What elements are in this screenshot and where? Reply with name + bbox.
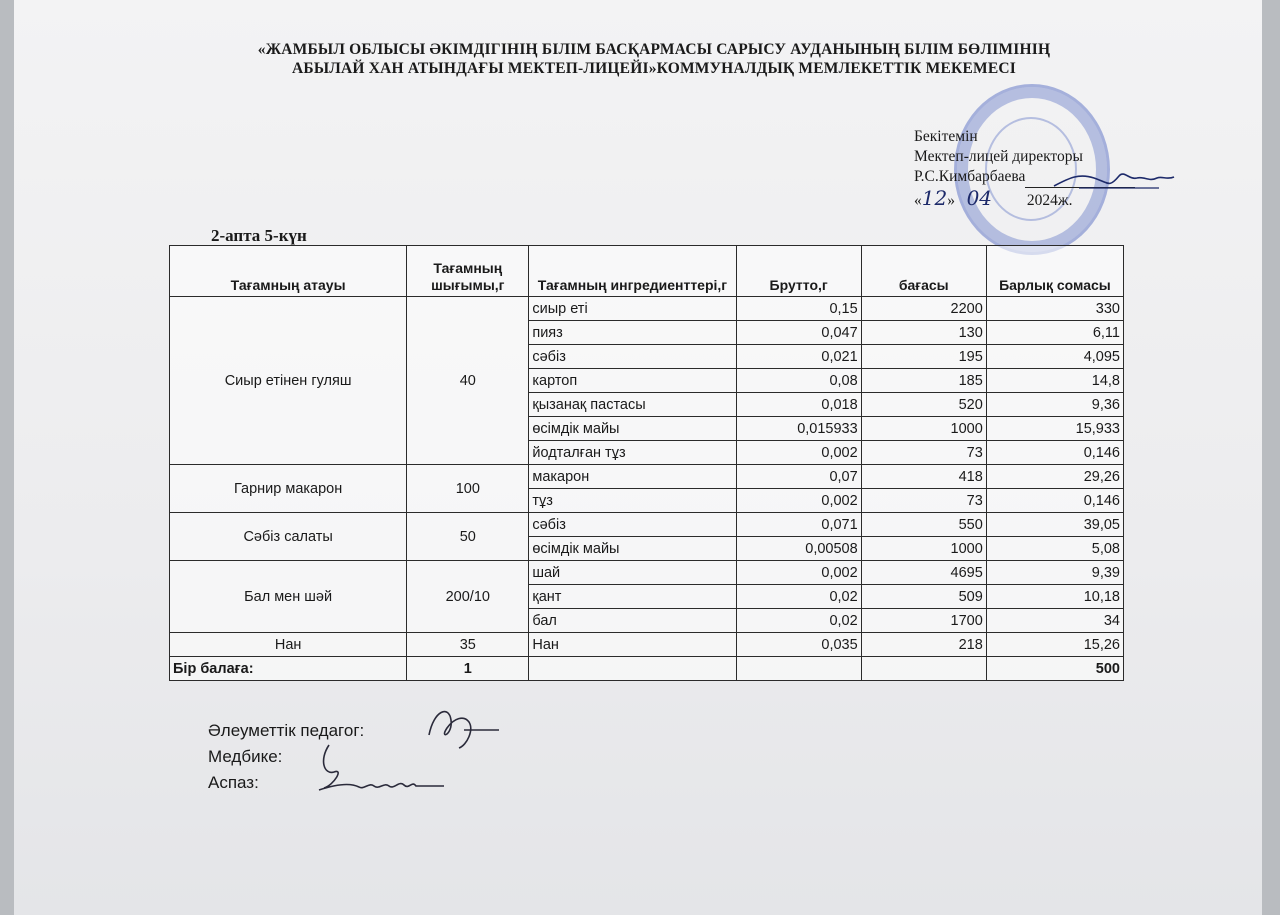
footer-yield: 1	[407, 657, 529, 681]
ingredient-total: 0,146	[986, 489, 1123, 513]
week-day-title: 2-апта 5-күн	[211, 226, 307, 245]
ingredient-brutto: 0,021	[736, 345, 861, 369]
ingredient-price: 418	[861, 465, 986, 489]
approval-word: Бекітемін	[914, 128, 978, 145]
ingredient-price: 218	[861, 633, 986, 657]
ingredient-price: 130	[861, 321, 986, 345]
col-header-price: бағасы	[861, 246, 986, 297]
ingredient-brutto: 0,035	[736, 633, 861, 657]
ingredient-name: йодталған тұз	[529, 441, 736, 465]
ingredient-name: өсімдік майы	[529, 417, 736, 441]
ingredient-name: өсімдік майы	[529, 537, 736, 561]
dish-yield: 35	[407, 633, 529, 657]
ingredient-price: 520	[861, 393, 986, 417]
ingredient-name: сәбіз	[529, 513, 736, 537]
ingredient-brutto: 0,08	[736, 369, 861, 393]
ingredient-brutto: 0,07	[736, 465, 861, 489]
col-header-ingredients: Тағамның ингредиенттері,г	[529, 246, 736, 297]
ingredient-total: 330	[986, 297, 1123, 321]
ingredient-total: 15,933	[986, 417, 1123, 441]
date-open-quote: «	[914, 192, 922, 209]
ingredient-name: сиыр еті	[529, 297, 736, 321]
ingredient-total: 34	[986, 609, 1123, 633]
footer-total: 500	[986, 657, 1123, 681]
table-row	[170, 465, 1124, 489]
ingredient-total: 10,18	[986, 585, 1123, 609]
ingredient-brutto: 0,00508	[736, 537, 861, 561]
ingredient-price: 73	[861, 441, 986, 465]
header-line-1: «ЖАМБЫЛ ОБЛЫСЫ ӘКІМДІГІНІҢ БІЛІМ БАСҚАРМАСЫ САРЫСУ АУДАНЫНЫҢ БІЛІМ БӨЛІМІНІҢ	[257, 41, 1051, 58]
ingredient-name: пияз	[529, 321, 736, 345]
col-header-brutto: Брутто,г	[736, 246, 861, 297]
ingredient-brutto: 0,002	[736, 441, 861, 465]
footer-empty-cell	[861, 657, 986, 681]
dish-name: Бал мен шәй	[170, 561, 407, 633]
date-year: 2024ж.	[1026, 192, 1073, 209]
col-header-yield: Тағамның шығымы,г	[407, 246, 529, 297]
ingredient-price: 73	[861, 489, 986, 513]
ingredient-brutto: 0,002	[736, 489, 861, 513]
ingredient-name: шай	[529, 561, 736, 585]
ingredient-brutto: 0,15	[736, 297, 861, 321]
table-footer-row	[170, 657, 1124, 681]
staff-nurse-label: Медбике:	[208, 747, 283, 766]
staff-pedagog-label: Әлеуметтік педагог:	[208, 721, 365, 740]
approval-position: Мектеп-лицей директоры	[914, 148, 1083, 165]
ingredient-price: 550	[861, 513, 986, 537]
ingredient-brutto: 0,02	[736, 609, 861, 633]
table-row	[170, 297, 1124, 321]
ingredient-total: 6,11	[986, 321, 1123, 345]
dish-yield: 40	[407, 297, 529, 465]
dish-yield: 100	[407, 465, 529, 513]
ingredient-total: 4,095	[986, 345, 1123, 369]
document-page	[14, 0, 1262, 915]
institution-header	[164, 40, 1144, 78]
ingredient-total: 5,08	[986, 537, 1123, 561]
ingredient-total: 39,05	[986, 513, 1123, 537]
ingredient-name: қант	[529, 585, 736, 609]
ingredient-brutto: 0,018	[736, 393, 861, 417]
ingredient-brutto: 0,02	[736, 585, 861, 609]
col-header-dish: Тағамның атауы	[170, 246, 407, 297]
footer-empty-cell	[529, 657, 736, 681]
table-row	[170, 561, 1124, 585]
dish-name: Нан	[170, 633, 407, 657]
ingredient-name: қызанақ пастасы	[529, 393, 736, 417]
menu-table	[169, 245, 1124, 681]
ingredient-total: 9,39	[986, 561, 1123, 585]
ingredient-total: 0,146	[986, 441, 1123, 465]
ingredient-total: 9,36	[986, 393, 1123, 417]
dish-name: Сәбіз салаты	[170, 513, 407, 561]
header-line-2: АБЫЛАЙ ХАН АТЫНДАҒЫ МЕКТЕП-ЛИЦЕЙІ»КОММУНАЛДЫҚ МЕМЛЕКЕТТІК МЕКЕМЕСІ	[291, 60, 1017, 77]
date-close-quote: »	[947, 192, 955, 209]
ingredient-brutto: 0,002	[736, 561, 861, 585]
ingredient-price: 1700	[861, 609, 986, 633]
director-signature	[1049, 158, 1179, 198]
ingredient-brutto: 0,047	[736, 321, 861, 345]
dish-name: Гарнир макарон	[170, 465, 407, 513]
ingredient-price: 2200	[861, 297, 986, 321]
ingredient-price: 195	[861, 345, 986, 369]
date-day: 12	[921, 186, 948, 210]
ingredient-price: 509	[861, 585, 986, 609]
cook-signature	[304, 740, 454, 805]
ingredient-brutto: 0,015933	[736, 417, 861, 441]
dish-yield: 50	[407, 513, 529, 561]
ingredient-name: бал	[529, 609, 736, 633]
ingredient-name: макарон	[529, 465, 736, 489]
ingredient-name: сәбіз	[529, 345, 736, 369]
ingredient-name: Нан	[529, 633, 736, 657]
ingredient-price: 185	[861, 369, 986, 393]
ingredient-total: 29,26	[986, 465, 1123, 489]
table-row	[170, 633, 1124, 657]
date-month: 04	[966, 186, 993, 210]
table-row	[170, 513, 1124, 537]
ingredient-total: 15,26	[986, 633, 1123, 657]
footer-label: Бір балаға:	[170, 657, 407, 681]
ingredient-name: картоп	[529, 369, 736, 393]
table-header-row	[170, 246, 1124, 297]
ingredient-price: 1000	[861, 537, 986, 561]
menu-table-body	[170, 297, 1124, 657]
ingredient-brutto: 0,071	[736, 513, 861, 537]
ingredient-name: тұз	[529, 489, 736, 513]
ingredient-total: 14,8	[986, 369, 1123, 393]
staff-cook-label: Аспаз:	[208, 773, 259, 792]
dish-name: Сиыр етінен гуляш	[170, 297, 407, 465]
col-header-total: Барлық сомасы	[986, 246, 1123, 297]
ingredient-price: 1000	[861, 417, 986, 441]
ingredient-price: 4695	[861, 561, 986, 585]
dish-yield: 200/10	[407, 561, 529, 633]
footer-empty-cell	[736, 657, 861, 681]
director-name: Р.С.Кимбарбаева	[914, 168, 1026, 185]
